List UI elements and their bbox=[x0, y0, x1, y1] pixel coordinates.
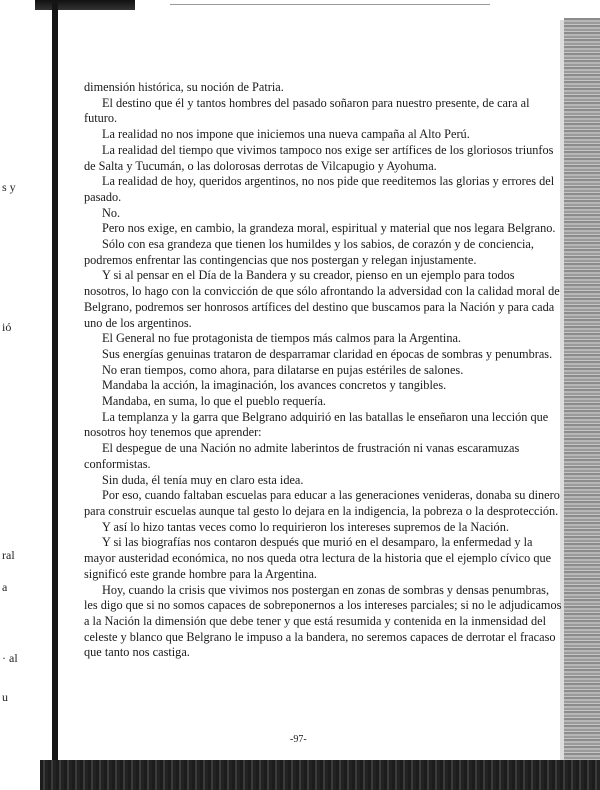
paragraph: La realidad de hoy, queridos argentinos, no nos pide que reeditemos las glorias y errores del pasado. bbox=[84, 174, 555, 204]
page-number: -97- bbox=[290, 734, 307, 745]
margin-fragment: ió bbox=[2, 320, 12, 334]
body-text bbox=[84, 80, 562, 661]
binding-spine bbox=[52, 0, 58, 768]
paragraph: Mandaba la acción, la imaginación, los avances concretos y tangibles. bbox=[102, 378, 447, 393]
margin-fragment: s y bbox=[2, 180, 16, 194]
paragraph: La realidad del tiempo que vivimos tampoco nos exige ser artífices de los gloriosos triunfos de Salta y Tucumán, o las dolorosas derrotas de Vilcapugio y Ayohuma. bbox=[84, 142, 554, 173]
facing-page-margin bbox=[0, 0, 52, 790]
margin-fragment: u bbox=[2, 690, 8, 704]
paragraph: Mandaba, en suma, lo que el pueblo requería. bbox=[102, 394, 326, 409]
paragraph: El despegue de una Nación no admite laberintos de frustración ni vanas escaramuzas conformistas. bbox=[84, 441, 520, 471]
paragraph: El General no fue protagonista de tiempos más calmos para la Argentina. bbox=[102, 331, 462, 346]
scan-right-edge bbox=[564, 18, 600, 768]
paragraph: Y si las biografías nos contaron después que murió en el desamparo, la enfermedad y la mayor austeridad económica, no nos queda otra lectura de la historia que el ejemplo cívico que significó este grande hombre para la Argentina. bbox=[84, 535, 552, 581]
paragraph: La realidad no nos impone que iniciemos una nueva campaña al Alto Perú. bbox=[102, 127, 470, 142]
paragraph: Sólo con esa grandeza que tienen los humildes y los sabios, de corazón y de conciencia, podremos enfrentar las contingencias que nos postergan y relegan injustamente. bbox=[84, 237, 534, 267]
paragraph: Sus energías genuinas trataron de desparramar claridad en épocas de sombras y penumbras. bbox=[102, 346, 553, 361]
paragraph: Por eso, cuando faltaban escuelas para educar a las generaciones venideras, donaba su dinero para construir escuelas aunque tal gesto lo dejara en la indigencia, la pobreza o la desprotección. bbox=[84, 488, 560, 518]
paragraph: Sin duda, él tenía muy en claro esta idea. bbox=[102, 472, 304, 487]
margin-fragment: a bbox=[2, 580, 8, 594]
paragraph: dimensión histórica, su noción de Patria. bbox=[84, 80, 284, 94]
paragraph: Y así lo hizo tantas veces como lo requirieron los intereses supremos de la Nación. bbox=[102, 519, 509, 534]
paragraph: Y si al pensar en el Día de la Bandera y su creador, pienso en un ejemplo para todos nosotros, lo hago con la convicción de que sólo afrontando la adversidad con la calidad moral de Belgrano, podremos ser honrosos artífices del destino que buscamos para la Nación y para cada uno de los argentinos. bbox=[84, 268, 560, 330]
scan-top-line bbox=[170, 4, 490, 5]
paragraph: La templanza y la garra que Belgrano adquirió en las batallas le enseñaron una lección que nosotros hoy tenemos que aprender: bbox=[84, 409, 549, 440]
paragraph: Hoy, cuando la crisis que vivimos nos postergan en zonas de sombras y densas penumbras, les digo que si no somos capaces de sobreponernos a los intereses parciales; si no le adjudicamos a la Nación la dimensión que debe tener y que está resumida y contenida en la inmensidad del celeste y blanco que Belgrano le impuso a la bandera, no seremos capaces de derrotar el fracaso que tanto nos castiga. bbox=[84, 582, 562, 660]
paragraph: Pero nos exige, en cambio, la grandeza moral, espiritual y material que nos legara Belgrano. bbox=[102, 221, 556, 236]
paragraph: El destino que él y tantos hombres del pasado soñaron para nuestro presente, de cara al futuro. bbox=[84, 95, 530, 126]
binding-bottom-edge bbox=[40, 760, 600, 790]
paragraph: No eran tiempos, como ahora, para dilatarse en pujas estériles de salones. bbox=[102, 362, 464, 377]
binding-top-edge bbox=[35, 0, 135, 10]
margin-fragment: · al bbox=[2, 651, 18, 665]
margin-fragment: ral bbox=[2, 548, 15, 562]
paragraph: No. bbox=[102, 205, 121, 220]
